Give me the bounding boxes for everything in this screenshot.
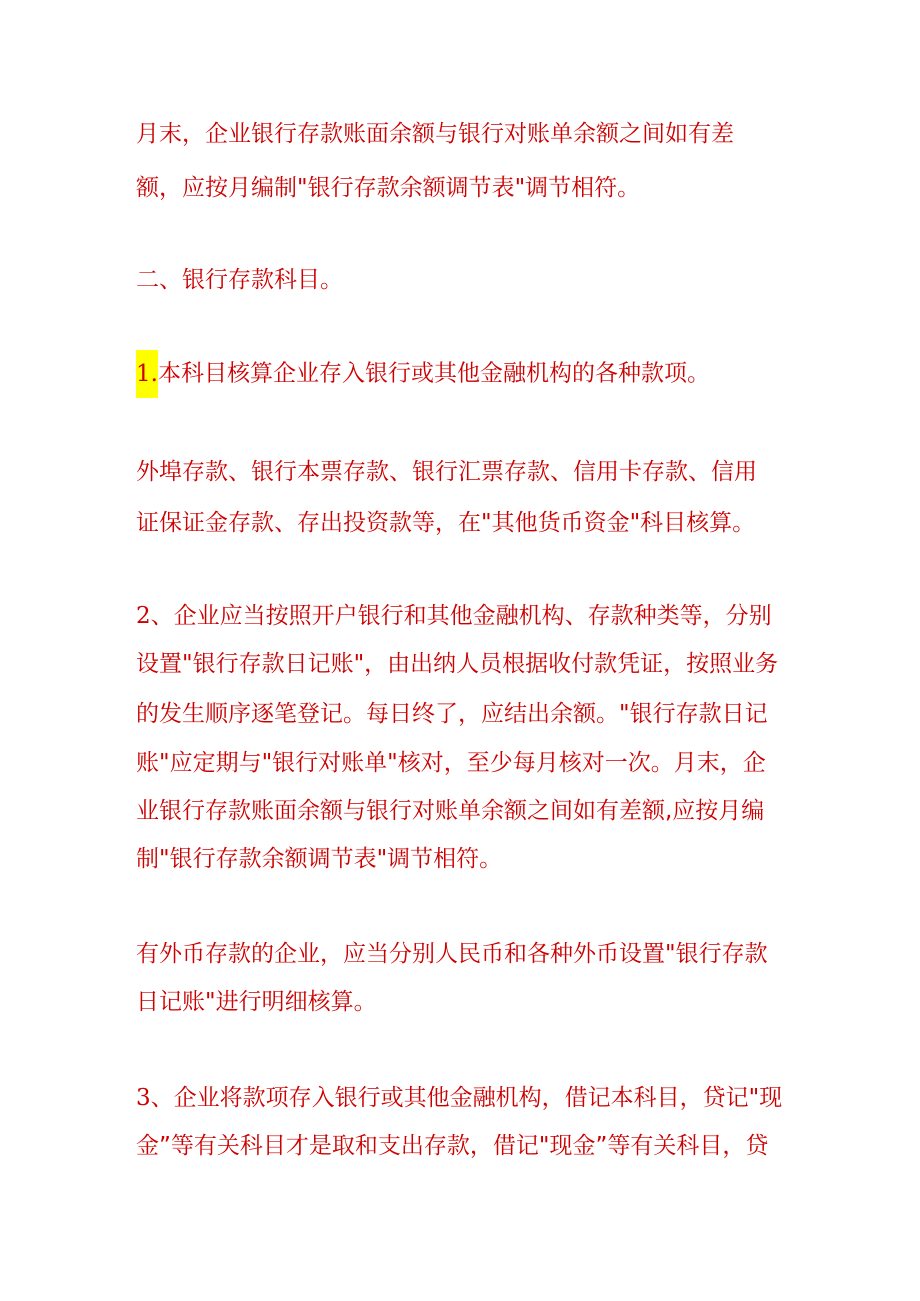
highlighted-marker: 1. (136, 350, 158, 398)
p1-line-1: 月末，企业银行存款账面余额与银行对账单余额之间如有差 (136, 121, 734, 147)
p5-line-1 (136, 600, 772, 632)
p7-line-1-text: 、企业将款项存入银行或其他金融机构，借记本科目，贷记"现 (150, 1085, 783, 1111)
p4-line-2: 证保证金存款、存出投资款等，在"其他货币资金"科目核算。 (136, 510, 756, 536)
p1-line-2: 额，应按月编制"银行存款余额调节表"调节相符。 (136, 175, 641, 201)
section-heading: 二、银行存款科目。 (136, 267, 343, 293)
p5-line-2: 设置"银行存款日记账"，由出纳人员根据收付款凭证，按照业务 (136, 651, 779, 677)
p6-line-2: 日记账"进行明细核算。 (136, 989, 377, 1015)
p7-line-2: 金”等有关科目才是取和支出存款，借记"现金”等有关科目，贷 (136, 1133, 769, 1159)
p3-text: 本科目核算企业存入银行或其他金融机构的各种款项。 (157, 360, 710, 387)
p4-line-1: 外埠存款、银行本票存款、银行汇票存款、信用卡存款、信用 (136, 459, 757, 485)
p7-marker: 3 (136, 1085, 151, 1111)
p5-line-4: 账"应定期与"银行对账单"核对，至少每月核对一次。月末，企 (136, 750, 766, 776)
p6-line-1: 有外币存款的企业，应当分别人民币和各种外币设置"银行存款 (136, 941, 768, 967)
p7-line-1 (136, 1082, 782, 1114)
p5-line-3: 的发生顺序逐笔登记。每日终了，应结出余额。"银行存款日记 (136, 701, 768, 727)
p5-line-1-text: 、企业应当按照开户银行和其他金融机构、存款种类等，分别 (150, 603, 772, 629)
p5-line-6: 制"银行存款余额调节表"调节相符。 (136, 846, 503, 872)
p5-line-5: 业银行存款账面余额与银行对账单余额之间如有差额,应按月编 (136, 798, 765, 824)
p5-marker: 2 (136, 603, 151, 629)
p3-line-1 (136, 350, 710, 398)
